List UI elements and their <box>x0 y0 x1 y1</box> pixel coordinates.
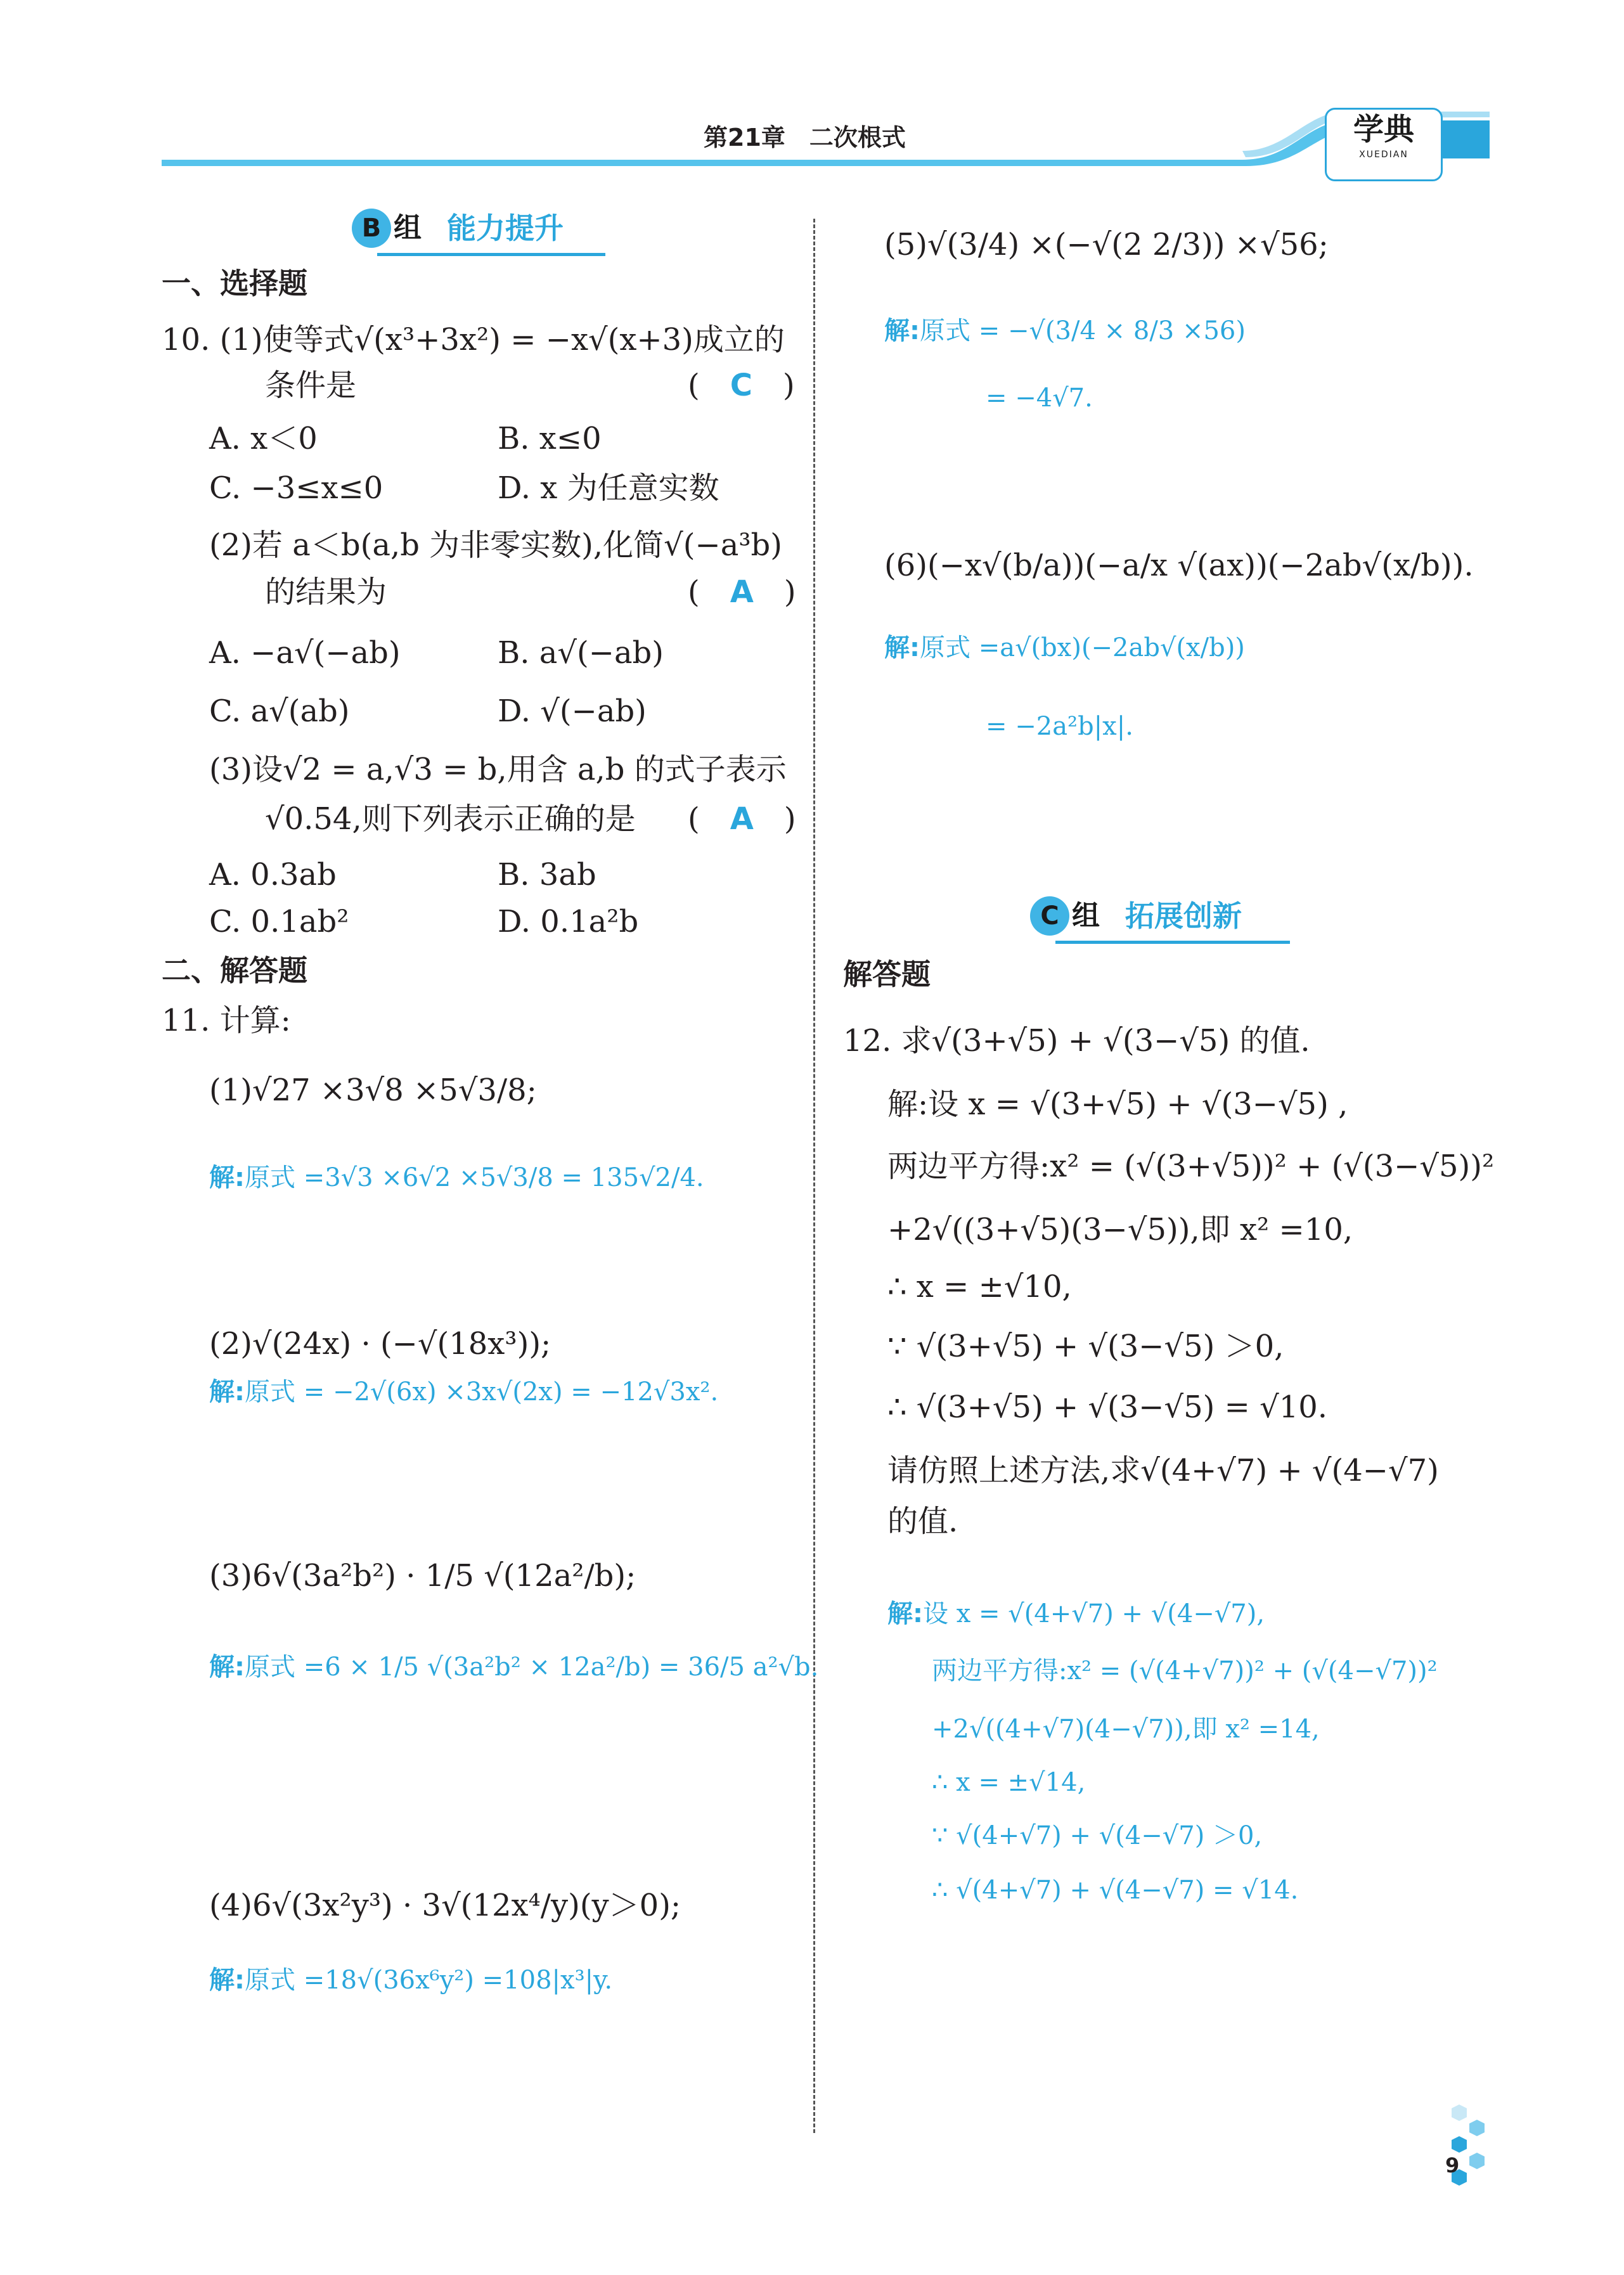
q12-solution-line3: +2√((4+√7)(4−√7)),即 x² =14, <box>932 1715 1320 1744</box>
q10-1-answer: C <box>730 368 752 403</box>
q11-stem: 11. 计算: <box>162 1003 291 1038</box>
q10-3-option-d: D. 0.1a²b <box>498 904 639 939</box>
group-b-heading <box>352 206 605 257</box>
group-b-title: 能力提升 <box>447 211 564 245</box>
q10-2-option-d: D. √(−ab) <box>498 693 647 729</box>
q10-2-option-a: A. −a√(−ab) <box>209 635 401 671</box>
q11-5-problem: (5)√(3/4) ×(−√(2 2/3)) ×√56; <box>884 227 1329 262</box>
q12-solution-text: 设 x = √(4+√7) + √(4−√7), <box>923 1599 1265 1628</box>
q10-3-stem-cont: √0.54,则下列表示正确的是 <box>265 801 636 837</box>
q12-solution-line1 <box>887 1597 1265 1630</box>
solution-label: 解: <box>209 1163 245 1192</box>
q12-example-line1: 解:设 x = √(3+√5) + √(3−√5) , <box>887 1086 1348 1122</box>
group-c-heading <box>1030 894 1290 944</box>
solution-label: 解: <box>209 1966 245 1995</box>
q11-6-solution-text: 原式 =a√(bx)(−2ab√(x/b)) <box>920 633 1245 662</box>
q10-1-stem: 10. (1)使等式√(x³+3x²) = −x√(x+3)成立的 <box>162 322 785 358</box>
solution-label: 解: <box>884 316 920 345</box>
q12-task-line1: 请仿照上述方法,求√(4+√7) + √(4−√7) <box>887 1453 1439 1488</box>
q12-task-line2: 的值. <box>887 1504 958 1539</box>
q11-4-problem: (4)6√(3x²y³) · 3√(12x⁴/y)(y＞0); <box>209 1888 681 1923</box>
solution-label: 解: <box>209 1377 245 1407</box>
q10-2-stem-cont: 的结果为 <box>265 574 387 610</box>
group-c-zu: 组 <box>1072 899 1100 932</box>
q11-2-problem: (2)√(24x) · (−√(18x³)); <box>209 1326 551 1362</box>
group-b-underline <box>377 253 605 256</box>
q10-1-answer-bracket: ( C ) <box>688 368 795 403</box>
q10-3-answer: A <box>730 801 754 837</box>
group-b-zu: 组 <box>394 212 422 244</box>
q10-2-stem: (2)若 a＜b(a,b 为非零实数),化简√(−a³b) <box>209 527 783 563</box>
q11-1-problem: (1)√27 ×3√8 ×5√3/8; <box>209 1073 537 1108</box>
column-divider <box>813 219 815 2133</box>
q12-solution-line6: ∴ √(4+√7) + √(4−√7) = √14. <box>932 1876 1299 1905</box>
q12-solution-line4: ∴ x = ±√14, <box>932 1768 1086 1797</box>
brand-name: 学典 <box>1353 112 1414 147</box>
q11-3-problem: (3)6√(3a²b²) · 1/5 √(12a²/b); <box>209 1558 636 1594</box>
q12-example-line5: ∵ √(3+√5) + √(3−√5) ＞0, <box>887 1329 1284 1364</box>
q11-3-solution <box>209 1651 818 1684</box>
group-c-underline <box>1055 941 1290 944</box>
page-header <box>0 0 1624 190</box>
q10-1-option-d: D. x 为任意实数 <box>498 470 719 506</box>
q10-2-option-c: C. a√(ab) <box>209 693 350 729</box>
q12-example-line2: 两边平方得:x² = (√(3+√5))² + (√(3−√5))² <box>887 1149 1495 1184</box>
q10-1-option-b: B. x≤0 <box>498 421 602 456</box>
q11-4-solution <box>209 1964 612 1997</box>
q12-example-line3: +2√((3+√5)(3−√5)),即 x² =10, <box>887 1212 1353 1247</box>
section-choice-heading: 一、选择题 <box>162 266 307 300</box>
q10-3-option-c: C. 0.1ab² <box>209 904 349 939</box>
q10-2-option-b: B. a√(−ab) <box>498 635 664 671</box>
q11-3-solution-text: 原式 =6 × 1/5 √(3a²b² × 12a²/b) = 36/5 a²√b. <box>245 1653 819 1682</box>
q10-3-option-b: B. 3ab <box>498 857 596 893</box>
brand-subtitle: XUEDIAN <box>1359 150 1408 160</box>
page-number: 9 <box>1445 2153 1460 2177</box>
q12-solution-line2: 两边平方得:x² = (√(4+√7))² + (√(4−√7))² <box>932 1656 1438 1685</box>
q11-5-solution-line2: = −4√7. <box>986 383 1093 413</box>
q10-1-option-a: A. x＜0 <box>209 421 318 456</box>
group-c-letter: C <box>1030 896 1069 936</box>
q11-1-solution-text: 原式 =3√3 ×6√2 ×5√3/8 = 135√2/4. <box>245 1163 704 1192</box>
q11-5-solution <box>884 314 1246 347</box>
q11-5-solution-text: 原式 = −√(3/4 × 8/3 ×56) <box>920 316 1246 345</box>
q10-2-answer-bracket: ( A ) <box>688 574 796 610</box>
q11-6-problem: (6)(−x√(b/a))(−a/x √(ax))(−2ab√(x/b)). <box>884 548 1474 583</box>
chapter-title: 第21章 二次根式 <box>704 124 906 151</box>
solution-label: 解: <box>209 1653 245 1682</box>
q10-1-stem-cont: 条件是 <box>265 368 357 403</box>
brand-logo <box>1325 108 1443 181</box>
section-answer-heading: 二、解答题 <box>162 953 307 988</box>
solution-label: 解: <box>884 633 920 662</box>
q11-2-solution <box>209 1376 718 1408</box>
q10-3-stem: (3)设√2 = a,√3 = b,用含 a,b 的式子表示 <box>209 752 787 787</box>
q11-6-solution-line2: = −2a²b|x|. <box>986 712 1133 741</box>
q11-6-solution <box>884 631 1245 664</box>
group-c-title: 拓展创新 <box>1125 899 1242 933</box>
q11-1-solution <box>209 1161 704 1194</box>
q10-1-option-c: C. −3≤x≤0 <box>209 470 383 506</box>
q12-problem: 12. 求√(3+√5) + √(3−√5) 的值. <box>843 1023 1310 1059</box>
q11-2-solution-text: 原式 = −2√(6x) ×3x√(2x) = −12√3x². <box>245 1377 719 1407</box>
q12-example-line6: ∴ √(3+√5) + √(3−√5) = √10. <box>887 1389 1328 1425</box>
q12-solution-line5: ∵ √(4+√7) + √(4−√7) ＞0, <box>932 1821 1263 1850</box>
section-c-heading: 解答题 <box>843 957 931 991</box>
q10-3-answer-bracket: ( A ) <box>688 801 796 837</box>
q10-2-answer: A <box>730 574 754 610</box>
solution-label: 解: <box>887 1599 923 1628</box>
q12-example-line4: ∴ x = ±√10, <box>887 1269 1072 1305</box>
q10-3-option-a: A. 0.3ab <box>209 857 337 893</box>
q11-4-solution-text: 原式 =18√(36x⁶y²) =108|x³|y. <box>245 1966 613 1995</box>
group-b-letter: B <box>352 209 391 248</box>
